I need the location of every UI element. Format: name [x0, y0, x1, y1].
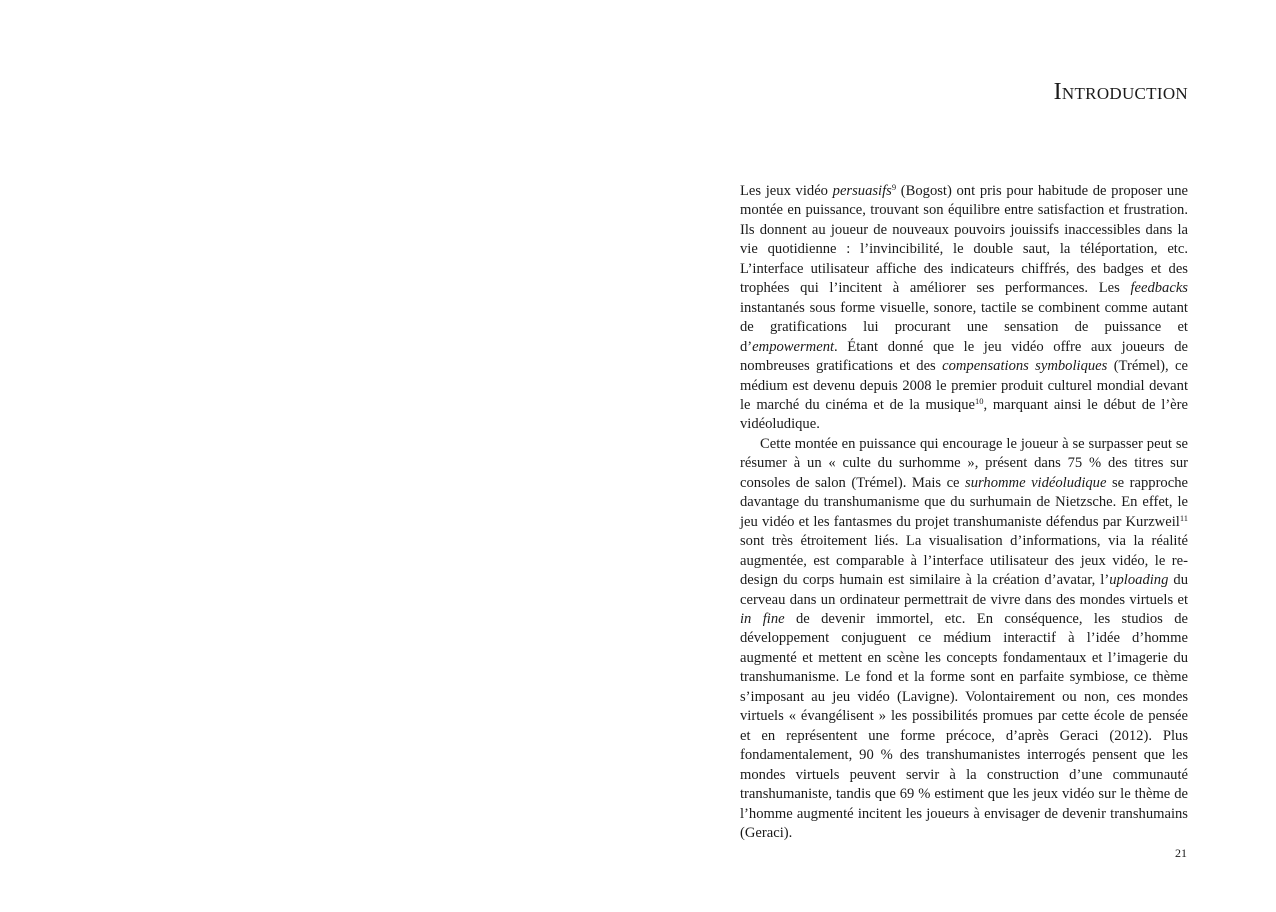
- italic-term: compensations symboliques: [942, 358, 1108, 375]
- italic-term: in fine: [740, 610, 785, 627]
- italic-term: persuasifs: [832, 183, 892, 199]
- text-run: instantanés sous forme visuelle, sonore, tactile se combinent comme autant de gratifications lui procurant une sensation de puissance et d’: [740, 299, 1188, 355]
- paragraph-1: [740, 182, 1188, 435]
- text-run: se rapproche davantage du transhumanisme que du surhumain de Nietzsche. En effet, le jeu vidéo et les fantasmes du projet transhumaniste défendus par Kurzweil: [740, 474, 1188, 530]
- body-text: [740, 182, 1188, 843]
- text-run: (Trémel), ce médium est devenu depuis 2008 le premier produit culturel mondial devant le marché du cinéma et de la musique: [740, 358, 1188, 413]
- text-run: Les jeux vidéo: [740, 183, 833, 199]
- right-page: [638, 0, 1276, 912]
- footnote-ref: 10: [975, 395, 984, 406]
- text-run: . Étant donné que le jeu vidéo offre aux joueurs de nombreuses gratifications et des: [740, 338, 1188, 375]
- text-run: (Bogost) ont pris pour habitude de proposer une montée en puissance, trouvant son équilibre entre satisfaction et frustration. Ils donnent au joueur de nouveaux pouvoirs jouissifs inaccessibles dans la vie quotidienne : l’invincibilité, le double saut, la téléportation, etc. L’interface utilisateur affiche des indicateurs chiffrés, des badges et des trophées qui l’incitent à améliorer ses performances. Les: [740, 183, 1188, 297]
- text-run: sont très étroitement liés. La visualisation d’informations, via la réalité augmentée, est comparable à l’interface utilisateur des jeux vidéo, le re-design du corps humain est similaire à la création d’avatar, l’: [740, 533, 1188, 589]
- text-run: de devenir immortel, etc. En conséquence, les studios de développement conjuguent ce médium interactif à l’idée d’homme augmenté et mettent en scène les concepts fondamentaux et l’imagerie du transhumanisme. Le fond et la forme sont en parfaite symbiose, ce thème s’imposant au jeu vidéo (Lavigne). Volontairement ou non, ces mondes virtuels « évangélisent » les possibilités promues par cette école de pensée et en représentent une forme précoce, d’après Geraci (2012). Plus fondamentalement, 90 % des transhumanistes interrogés pensent que les mondes virtuels peuvent servir à la construction d’une communauté transhumaniste, tandis que 69 % estiment que les jeux vidéo sur le thème de l’homme augmenté incitent les joueurs à envisager de devenir transhumains (Geraci).: [740, 610, 1188, 841]
- chapter-title: Introduction: [1053, 79, 1188, 105]
- footnote-ref: 11: [1179, 512, 1188, 523]
- footnote-ref: 9: [891, 182, 897, 192]
- paragraph-2: [740, 435, 1188, 844]
- italic-term: empowerment: [752, 338, 835, 355]
- text-run: , marquant ainsi le début de l’ère vidéoludique.: [740, 396, 1188, 433]
- page-number: 21: [1175, 846, 1187, 860]
- text-run: Cette montée en puissance qui encourage le joueur à se surpasser peut se résumer à un « culte du surhomme », présent dans 75 % des titres sur consoles de salon (Trémel). Mais ce: [740, 435, 1188, 491]
- text-run: du cerveau dans un ordinateur permettrait de vivre dans des mondes virtuels et: [740, 572, 1188, 608]
- italic-term: feedbacks: [1130, 280, 1188, 297]
- italic-term: surhomme vidéoludique: [965, 474, 1107, 491]
- italic-term: uploading: [1109, 572, 1169, 589]
